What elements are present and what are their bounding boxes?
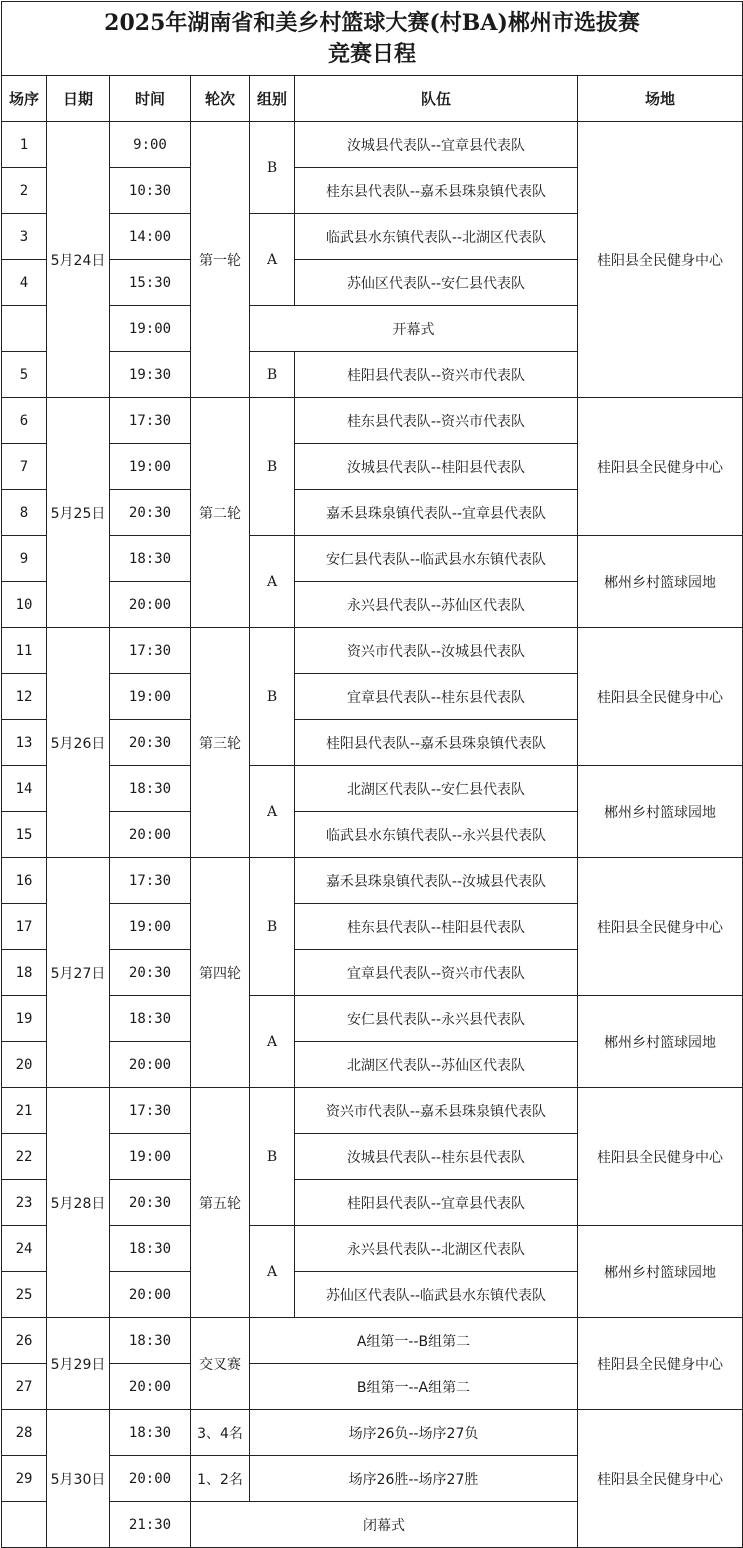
match-time: 20:00 xyxy=(110,1042,191,1088)
match-teams: 汝城县代表队--桂东县代表队 xyxy=(295,1134,578,1180)
match-group: A xyxy=(250,214,295,306)
header-teams: 队伍 xyxy=(295,76,578,122)
match-teams: 宜章县代表队--桂东县代表队 xyxy=(295,674,578,720)
match-date: 5月26日 xyxy=(47,628,110,858)
match-time: 19:00 xyxy=(110,904,191,950)
table-row xyxy=(2,1088,743,1134)
match-time: 10:30 xyxy=(110,168,191,214)
match-teams: 汝城县代表队--桂阳县代表队 xyxy=(295,444,578,490)
table-row xyxy=(2,1318,743,1364)
match-time: 20:30 xyxy=(110,490,191,536)
match-group: A xyxy=(250,536,295,628)
match-time: 19:00 xyxy=(110,674,191,720)
match-number: 26 xyxy=(2,1318,47,1364)
table-row xyxy=(2,1226,743,1272)
match-number: 7 xyxy=(2,444,47,490)
match-teams: 苏仙区代表队--安仁县代表队 xyxy=(295,260,578,306)
match-venue: 桂阳县全民健身中心 xyxy=(578,858,743,996)
match-teams: 桂东县代表队--嘉禾县珠泉镇代表队 xyxy=(295,168,578,214)
match-time: 9:00 xyxy=(110,122,191,168)
match-number: 24 xyxy=(2,1226,47,1272)
match-number: 17 xyxy=(2,904,47,950)
match-time: 18:30 xyxy=(110,536,191,582)
match-round: 第五轮 xyxy=(191,1088,250,1318)
match-number: 5 xyxy=(2,352,47,398)
match-group: A xyxy=(250,996,295,1088)
match-number: 22 xyxy=(2,1134,47,1180)
match-date: 5月30日 xyxy=(47,1410,110,1548)
match-group: A xyxy=(250,766,295,858)
header-time: 时间 xyxy=(110,76,191,122)
table-row xyxy=(2,996,743,1042)
header-date: 日期 xyxy=(47,76,110,122)
match-number xyxy=(2,1502,47,1548)
match-number: 3 xyxy=(2,214,47,260)
match-teams: A组第一--B组第二 xyxy=(250,1318,578,1364)
match-number: 28 xyxy=(2,1410,47,1456)
match-number: 9 xyxy=(2,536,47,582)
match-time: 21:30 xyxy=(110,1502,191,1548)
match-venue: 桂阳县全民健身中心 xyxy=(578,628,743,766)
match-number xyxy=(2,306,47,352)
match-time: 19:00 xyxy=(110,1134,191,1180)
match-time: 20:30 xyxy=(110,720,191,766)
match-round: 第三轮 xyxy=(191,628,250,858)
opening-ceremony: 开幕式 xyxy=(250,306,578,352)
match-venue: 郴州乡村篮球园地 xyxy=(578,996,743,1088)
header-venue: 场地 xyxy=(578,76,743,122)
match-teams: 北湖区代表队--安仁县代表队 xyxy=(295,766,578,812)
match-group: B xyxy=(250,1088,295,1226)
match-teams: 嘉禾县珠泉镇代表队--宜章县代表队 xyxy=(295,490,578,536)
table-row xyxy=(2,1410,743,1456)
match-time: 18:30 xyxy=(110,1318,191,1364)
match-number: 27 xyxy=(2,1364,47,1410)
match-number: 12 xyxy=(2,674,47,720)
header-no: 场序 xyxy=(2,76,47,122)
match-time: 20:30 xyxy=(110,950,191,996)
match-number: 2 xyxy=(2,168,47,214)
match-number: 10 xyxy=(2,582,47,628)
table-row xyxy=(2,628,743,674)
match-time: 20:30 xyxy=(110,1180,191,1226)
match-number: 25 xyxy=(2,1272,47,1318)
match-round: 1、2名 xyxy=(191,1456,250,1502)
match-time: 18:30 xyxy=(110,766,191,812)
match-time: 19:30 xyxy=(110,352,191,398)
match-group: A xyxy=(250,1226,295,1318)
match-time: 19:00 xyxy=(110,306,191,352)
header-group: 组别 xyxy=(250,76,295,122)
match-teams: 桂阳县代表队--资兴市代表队 xyxy=(295,352,578,398)
match-group: B xyxy=(250,858,295,996)
table-title xyxy=(2,2,743,76)
match-group: B xyxy=(250,398,295,536)
table-row xyxy=(2,536,743,582)
match-time: 20:00 xyxy=(110,1456,191,1502)
match-round: 3、4名 xyxy=(191,1410,250,1456)
match-date: 5月29日 xyxy=(47,1318,110,1410)
match-teams: 桂东县代表队--资兴市代表队 xyxy=(295,398,578,444)
match-time: 17:30 xyxy=(110,858,191,904)
match-teams: 资兴市代表队--汝城县代表队 xyxy=(295,628,578,674)
match-teams: 桂东县代表队--桂阳县代表队 xyxy=(295,904,578,950)
match-teams: 临武县水东镇代表队--永兴县代表队 xyxy=(295,812,578,858)
match-number: 8 xyxy=(2,490,47,536)
match-teams: 临武县水东镇代表队--北湖区代表队 xyxy=(295,214,578,260)
match-number: 18 xyxy=(2,950,47,996)
table-row xyxy=(2,122,743,168)
match-number: 13 xyxy=(2,720,47,766)
match-date: 5月24日 xyxy=(47,122,110,398)
table-row xyxy=(2,398,743,444)
match-time: 18:30 xyxy=(110,1226,191,1272)
match-number: 15 xyxy=(2,812,47,858)
match-venue: 桂阳县全民健身中心 xyxy=(578,122,743,398)
match-group: B xyxy=(250,628,295,766)
match-number: 11 xyxy=(2,628,47,674)
match-number: 4 xyxy=(2,260,47,306)
match-teams: 场序26负--场序27负 xyxy=(250,1410,578,1456)
header-row xyxy=(2,76,743,122)
match-teams: 永兴县代表队--苏仙区代表队 xyxy=(295,582,578,628)
match-round: 第四轮 xyxy=(191,858,250,1088)
match-teams: 苏仙区代表队--临武县水东镇代表队 xyxy=(295,1272,578,1318)
match-date: 5月28日 xyxy=(47,1088,110,1318)
match-number: 6 xyxy=(2,398,47,444)
match-time: 20:00 xyxy=(110,1364,191,1410)
match-teams: 安仁县代表队--临武县水东镇代表队 xyxy=(295,536,578,582)
title-line-1: 2025年湖南省和美乡村篮球大赛(村BA)郴州市选拔赛 xyxy=(104,9,640,36)
closing-ceremony: 闭幕式 xyxy=(191,1502,578,1548)
match-time: 18:30 xyxy=(110,996,191,1042)
match-venue: 郴州乡村篮球园地 xyxy=(578,766,743,858)
match-time: 14:00 xyxy=(110,214,191,260)
match-venue: 桂阳县全民健身中心 xyxy=(578,1088,743,1226)
match-teams: 汝城县代表队--宜章县代表队 xyxy=(295,122,578,168)
match-venue: 郴州乡村篮球园地 xyxy=(578,1226,743,1318)
match-number: 14 xyxy=(2,766,47,812)
table-row xyxy=(2,858,743,904)
match-venue: 桂阳县全民健身中心 xyxy=(578,1410,743,1548)
schedule-table xyxy=(1,1,743,1548)
match-group: B xyxy=(250,352,295,398)
match-teams: 宜章县代表队--资兴市代表队 xyxy=(295,950,578,996)
header-round: 轮次 xyxy=(191,76,250,122)
match-date: 5月25日 xyxy=(47,398,110,628)
match-time: 17:30 xyxy=(110,398,191,444)
match-number: 19 xyxy=(2,996,47,1042)
match-time: 17:30 xyxy=(110,1088,191,1134)
match-number: 23 xyxy=(2,1180,47,1226)
match-teams: 北湖区代表队--苏仙区代表队 xyxy=(295,1042,578,1088)
match-venue: 桂阳县全民健身中心 xyxy=(578,398,743,536)
match-date: 5月27日 xyxy=(47,858,110,1088)
match-teams: 桂阳县代表队--嘉禾县珠泉镇代表队 xyxy=(295,720,578,766)
match-time: 20:00 xyxy=(110,582,191,628)
match-teams: 桂阳县代表队--宜章县代表队 xyxy=(295,1180,578,1226)
match-teams: 资兴市代表队--嘉禾县珠泉镇代表队 xyxy=(295,1088,578,1134)
match-time: 17:30 xyxy=(110,628,191,674)
match-group: B xyxy=(250,122,295,214)
match-time: 20:00 xyxy=(110,812,191,858)
title-line-2: 竞赛日程 xyxy=(328,40,417,67)
match-venue: 桂阳县全民健身中心 xyxy=(578,1318,743,1410)
match-number: 21 xyxy=(2,1088,47,1134)
match-teams: B组第一--A组第二 xyxy=(250,1364,578,1410)
match-time: 18:30 xyxy=(110,1410,191,1456)
match-venue: 郴州乡村篮球园地 xyxy=(578,536,743,628)
match-round: 交叉赛 xyxy=(191,1318,250,1410)
match-time: 19:00 xyxy=(110,444,191,490)
match-round: 第一轮 xyxy=(191,122,250,398)
match-round: 第二轮 xyxy=(191,398,250,628)
match-teams: 永兴县代表队--北湖区代表队 xyxy=(295,1226,578,1272)
match-number: 1 xyxy=(2,122,47,168)
match-teams: 嘉禾县珠泉镇代表队--汝城县代表队 xyxy=(295,858,578,904)
match-time: 20:00 xyxy=(110,1272,191,1318)
match-number: 29 xyxy=(2,1456,47,1502)
match-number: 16 xyxy=(2,858,47,904)
match-number: 20 xyxy=(2,1042,47,1088)
match-teams: 场序26胜--场序27胜 xyxy=(250,1456,578,1502)
match-time: 15:30 xyxy=(110,260,191,306)
table-row xyxy=(2,766,743,812)
match-teams: 安仁县代表队--永兴县代表队 xyxy=(295,996,578,1042)
